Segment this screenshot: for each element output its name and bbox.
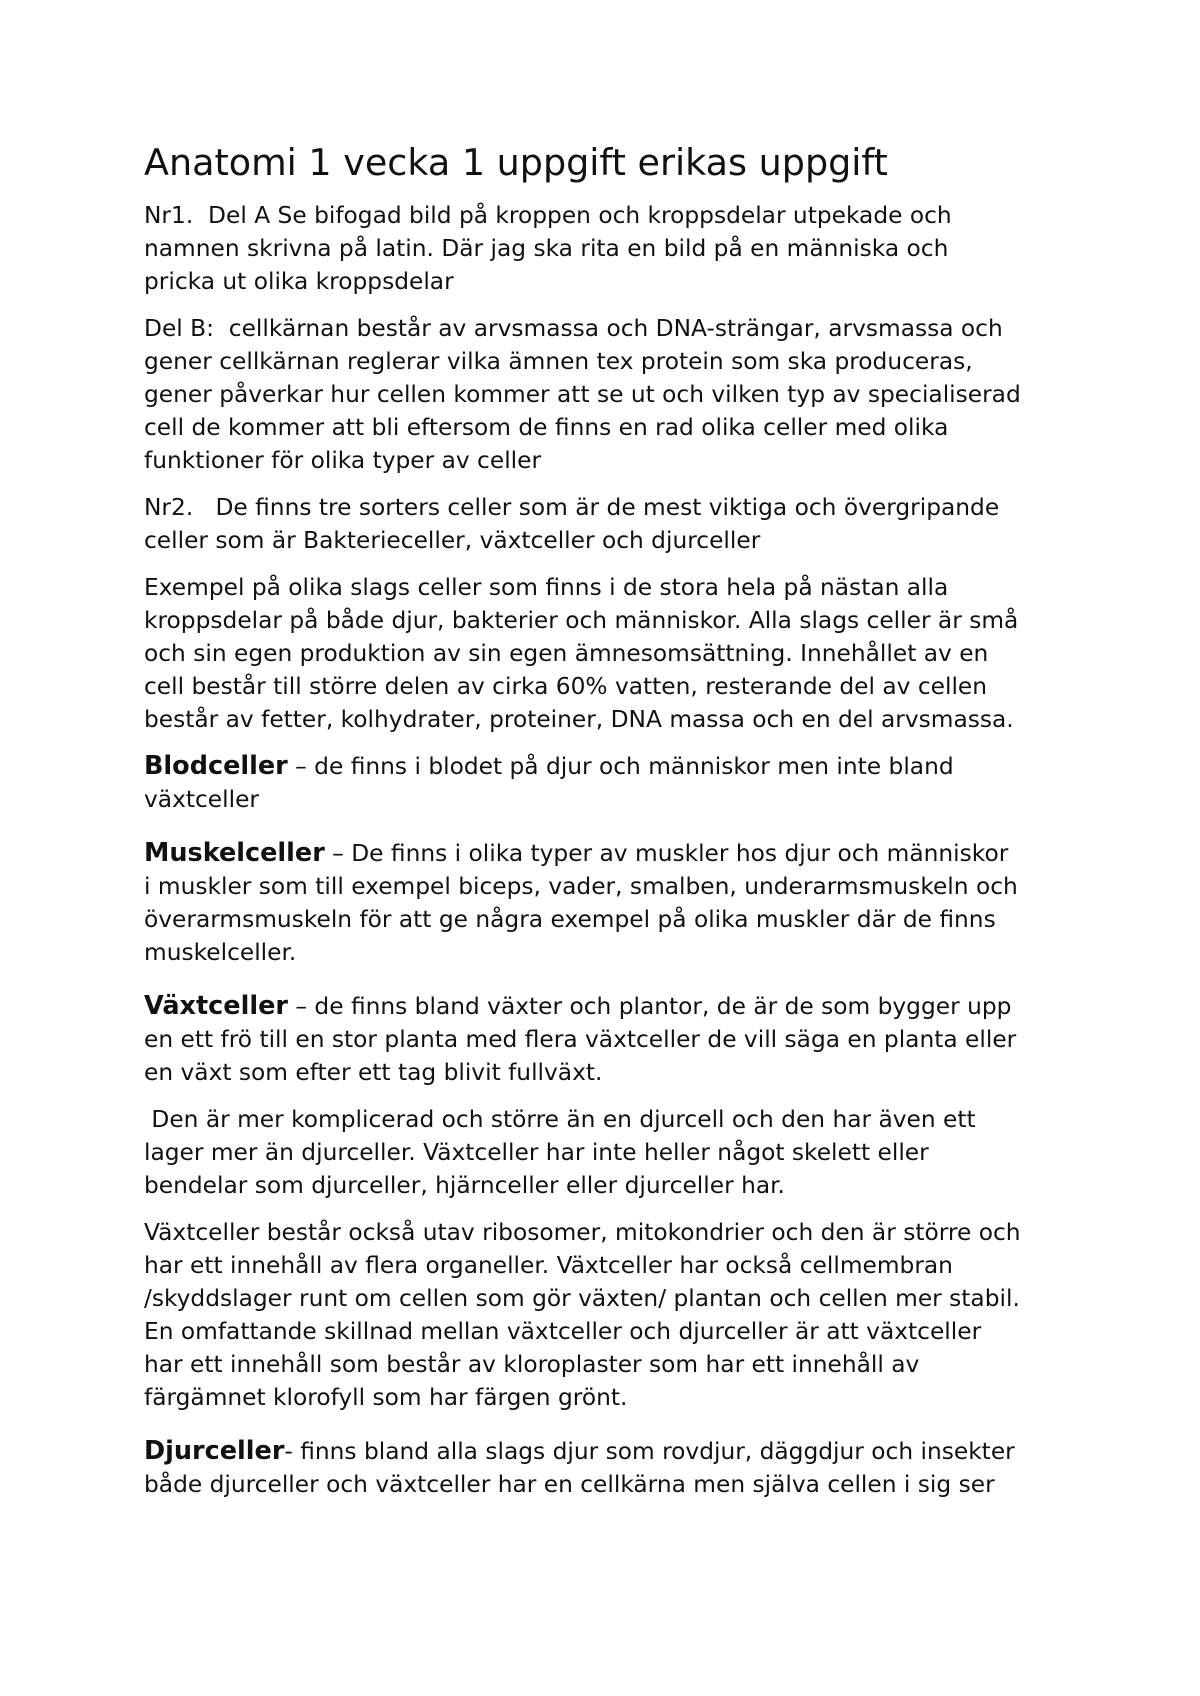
text-line: muskelceller. bbox=[144, 939, 297, 966]
text-line: överarmsmuskeln för att ge några exempel på olika muskler där de finns bbox=[144, 906, 996, 933]
text-line: celler som är Bakterieceller, växtceller och djurceller bbox=[144, 527, 761, 554]
text-line: lager mer än djurceller. Växtceller har inte heller något skelett eller bbox=[144, 1139, 929, 1166]
text-line: Växtceller består också utav ribosomer, mitokondrier och den är större och bbox=[144, 1219, 1021, 1246]
text-line: Exempel på olika slags celler som finns i de stora hela på nästan alla bbox=[144, 574, 949, 601]
term-blodceller: Blodceller bbox=[144, 751, 288, 781]
paragraph-blodceller bbox=[144, 750, 1074, 816]
term-muskelceller: Muskelceller bbox=[144, 838, 325, 868]
text-line: och sin egen produktion av sin egen ämnesomsättning. Innehållet av en bbox=[144, 640, 989, 667]
text-line: funktioner för olika typer av celler bbox=[144, 447, 542, 474]
text-line: en ett frö till en stor planta med flera växtceller de vill säga en planta eller bbox=[144, 1026, 1017, 1053]
paragraph-komplicerad bbox=[144, 1103, 1074, 1202]
text-line: – de finns i blodet på djur och människor men inte bland bbox=[287, 753, 954, 780]
paragraph-exempel bbox=[144, 571, 1074, 736]
text-line: pricka ut olika kroppsdelar bbox=[144, 268, 454, 295]
text-line: består av fetter, kolhydrater, proteiner, DNA massa och en del arvsmassa. bbox=[144, 706, 1014, 733]
paragraph-nr2 bbox=[144, 491, 1074, 557]
document-title: Anatomi 1 vecka 1 uppgift erikas uppgift bbox=[144, 141, 888, 184]
text-line: - finns bland alla slags djur som rovdjur, däggdjur och insekter bbox=[284, 1438, 1015, 1465]
text-line: – de finns bland växter och plantor, de är de som bygger upp bbox=[287, 993, 1012, 1020]
paragraph-djurceller bbox=[144, 1435, 1074, 1501]
text-line: Nr1. Del A Se bifogad bild på kroppen och kroppsdelar utpekade och bbox=[144, 202, 952, 229]
text-line: – De finns i olika typer av muskler hos djur och människor bbox=[324, 840, 1009, 867]
text-line: har ett innehåll av flera organeller. Växtceller har också cellmembran bbox=[144, 1252, 953, 1279]
document-body bbox=[144, 140, 1074, 1515]
text-line: Nr2. De finns tre sorters celler som är de mest viktiga och övergripande bbox=[144, 494, 1000, 521]
text-line: färgämnet klorofyll som har färgen grönt. bbox=[144, 1384, 628, 1411]
text-line: kroppsdelar på både djur, bakterier och människor. Alla slags celler är små bbox=[144, 607, 1019, 634]
text-line: namnen skrivna på latin. Där jag ska rita en bild på en människa och bbox=[144, 235, 949, 262]
text-line: cell de kommer att bli eftersom de finns en rad olika celler med olika bbox=[144, 414, 949, 441]
text-line: Den är mer komplicerad och större än en djurcell och den har även ett bbox=[144, 1106, 976, 1133]
text-line: /skyddslager runt om cellen som gör växten/ plantan och cellen mer stabil. bbox=[144, 1285, 1020, 1312]
text-line: både djurceller och växtceller har en cellkärna men själva cellen i sig ser bbox=[144, 1471, 995, 1498]
paragraph-del-b bbox=[144, 312, 1074, 477]
text-line: bendelar som djurceller, hjärnceller eller djurceller har. bbox=[144, 1172, 785, 1199]
term-vaxtceller: Växtceller bbox=[144, 991, 288, 1021]
text-line: gener cellkärnan reglerar vilka ämnen tex protein som ska produceras, bbox=[144, 348, 973, 375]
paragraph-muskelceller bbox=[144, 837, 1074, 969]
paragraph-nr1-del-a bbox=[144, 199, 1074, 298]
text-line: Del B: cellkärnan består av arvsmassa och DNA-strängar, arvsmassa och bbox=[144, 315, 1003, 342]
text-line: en växt som efter ett tag blivit fullväxt. bbox=[144, 1059, 603, 1086]
paragraph-vaxtceller-bestar bbox=[144, 1216, 1074, 1414]
paragraph-vaxtceller bbox=[144, 990, 1074, 1089]
text-line: gener påverkar hur cellen kommer att se ut och vilken typ av specialiserad bbox=[144, 381, 1021, 408]
term-djurceller: Djurceller bbox=[144, 1436, 285, 1466]
text-line: har ett innehåll som består av kloroplaster som har ett innehåll av bbox=[144, 1351, 920, 1378]
text-line: En omfattande skillnad mellan växtceller och djurceller är att växtceller bbox=[144, 1318, 982, 1345]
text-line: cell består till större delen av cirka 60% vatten, resterande del av cellen bbox=[144, 673, 988, 700]
text-line: växtceller bbox=[144, 786, 259, 813]
text-line: i muskler som till exempel biceps, vader, smalben, underarmsmuskeln och bbox=[144, 873, 1018, 900]
